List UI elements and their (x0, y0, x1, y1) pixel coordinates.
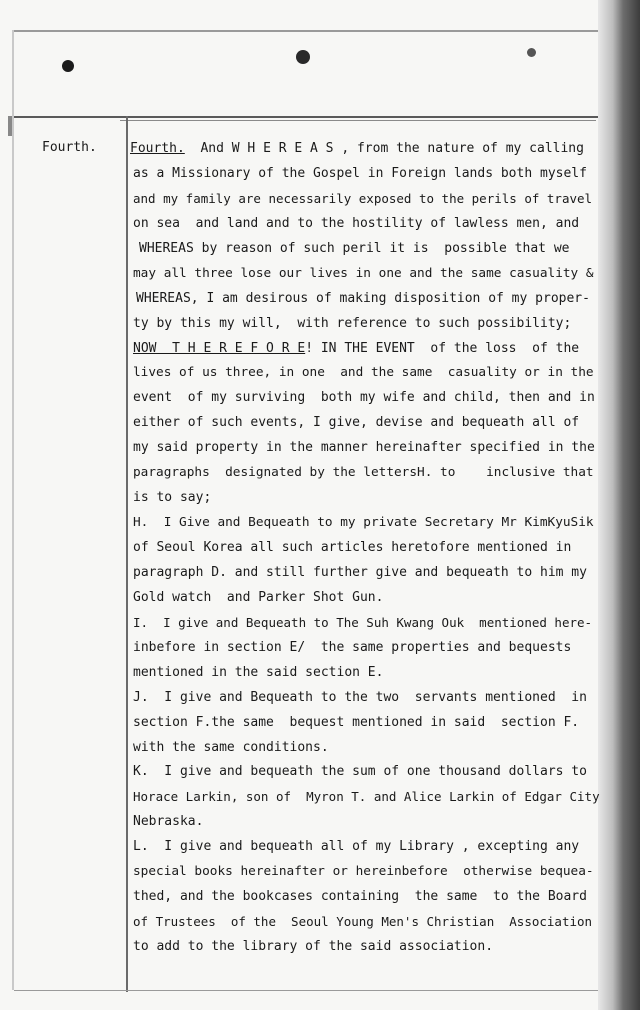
text-line (130, 736, 600, 761)
line-text: paragraph D. and still further give and bequeath to him my (133, 564, 587, 580)
header-rule (14, 116, 598, 118)
line-text: Nebraska. (133, 814, 204, 830)
text-line (130, 511, 600, 536)
line-text: section F.the same bequest mentioned in said section F. (133, 714, 580, 730)
line-text: as a Missionary of the Gospel in Foreign lands both myself (133, 165, 587, 181)
text-line (130, 162, 600, 187)
punch-hole (527, 48, 536, 57)
text-line (130, 760, 600, 785)
line-text: K. I give and bequeath the sum of one thousand dollars to (133, 764, 587, 780)
text-line (130, 386, 600, 411)
bottom-rule (14, 990, 598, 991)
text-line (130, 337, 600, 362)
text-line (130, 860, 600, 885)
line-text: mentioned in the said section E. (133, 664, 384, 680)
line-text: ty by this my will, with reference to such possibility; (133, 315, 572, 331)
text-line (130, 611, 600, 636)
line-text: L. I give and bequeath all of my Library , excepting any (133, 839, 580, 855)
will-paragraph (130, 137, 600, 960)
text-line (130, 810, 600, 835)
line-text: I. I give and Bequeath to The Suh Kwang Ouk mentioned here- (133, 614, 593, 630)
line-text: inbefore in section E/ the same properties and bequests (133, 639, 572, 655)
line-text: on sea and land and to the hostility of lawless men, and (133, 215, 580, 231)
punch-hole (296, 50, 310, 64)
line-text: may all three lose our lives in one and the same casuality & (133, 265, 594, 281)
text-line (130, 262, 600, 287)
line-text: Horace Larkin, son of Myron T. and Alice Larkin of Edgar City (133, 789, 600, 805)
line-text: H. I Give and Bequeath to my private Secretary Mr KimKyuSik (133, 515, 594, 531)
text-line (130, 287, 600, 312)
line-text: event of my surviving both my wife and child, then and in (133, 390, 595, 406)
text-line (130, 461, 600, 486)
text-line (130, 361, 600, 386)
line-text: J. I give and Bequeath to the two servants mentioned in (133, 689, 587, 705)
text-line (130, 785, 600, 810)
margin-label: Fourth. (42, 140, 97, 155)
line-text: WHEREAS, I am desirous of making disposition of my proper- (136, 290, 590, 306)
page-top-edge (12, 30, 602, 32)
line-text: to add to the library of the said association. (133, 939, 494, 954)
text-line (130, 885, 600, 910)
line-text: is to say; (133, 490, 212, 506)
line-text: special books hereinafter or hereinbefore otherwise bequea- (133, 864, 594, 880)
text-line (130, 636, 600, 661)
line-text: of Seoul Korea all such articles heretofore mentioned in (133, 540, 572, 555)
margin-rule (126, 116, 128, 992)
binding-shadow (598, 0, 640, 1010)
text-line (130, 910, 600, 935)
text-line (130, 935, 600, 960)
text-line (130, 312, 600, 337)
line-text: thed, and the bookcases containing the same to the Board (133, 889, 587, 905)
header-rule-secondary (120, 120, 596, 121)
line-text: either of such events, I give, devise and bequeath all of (133, 415, 580, 431)
text-line (130, 711, 600, 736)
line-text: Gold watch and Parker Shot Gun. (133, 589, 384, 605)
text-line (130, 436, 600, 461)
line-text: with the same conditions. (133, 739, 329, 755)
line-text: And W H E R E A S , from the nature of my calling (184, 141, 584, 156)
line-text: my said property in the manner hereinafter specified in the (133, 440, 595, 456)
text-line (130, 686, 600, 711)
line-text: WHEREAS by reason of such peril it is possible that we (139, 240, 570, 256)
margin-mark (8, 116, 12, 136)
text-line (130, 586, 600, 611)
text-line (130, 661, 600, 686)
underlined-text: Fourth. (130, 141, 185, 156)
page-left-edge (12, 30, 14, 990)
text-line (130, 536, 600, 561)
text-line (130, 237, 600, 262)
text-line (130, 212, 600, 237)
text-line (130, 835, 600, 860)
underlined-text: NOW T H E R E F O R E (133, 340, 306, 356)
text-line (130, 486, 600, 511)
line-text: and my family are necessarily exposed to the perils of travel (133, 190, 593, 206)
text-line (130, 137, 600, 162)
text-line (130, 411, 600, 436)
line-text: ! IN THE EVENT of the loss of the (305, 340, 580, 356)
line-text: lives of us three, in one and the same casuality or in the (133, 365, 594, 381)
text-line (130, 187, 600, 212)
line-text: of Trustees of the Seoul Young Men's Christian Association (133, 914, 593, 930)
text-line (130, 561, 600, 586)
punch-hole (62, 60, 74, 72)
line-text: paragraphs designated by the lettersH. to inclusive that (133, 465, 594, 481)
